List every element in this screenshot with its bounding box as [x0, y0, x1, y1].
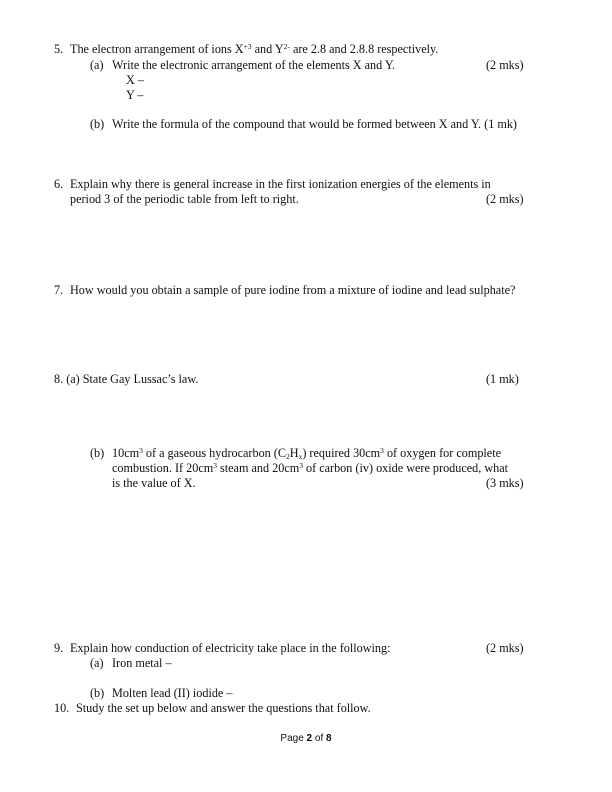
- q5a-text: Write the electronic arrangement of the elements X and Y.: [112, 58, 396, 72]
- q8b-cubed-3: 3: [213, 461, 217, 470]
- q8b-line-2: [112, 461, 508, 475]
- q9-number: 9.: [54, 641, 64, 655]
- q6-line-2: period 3 of the periodic table from left to right.: [70, 192, 299, 206]
- q5-stem: [70, 42, 438, 56]
- q6-marks: (2 mks): [486, 192, 524, 206]
- q8b-cubed-1: 3: [139, 446, 143, 455]
- q10-number: 10.: [54, 701, 70, 715]
- q8b-line-3: is the value of X.: [112, 476, 196, 490]
- q6-number: 6.: [54, 177, 64, 191]
- q9b-label: (b): [90, 686, 105, 700]
- footer-current-page: 2: [306, 733, 313, 744]
- q10-text: Study the set up below and answer the questions that follow.: [76, 701, 371, 715]
- page-footer: [0, 733, 612, 745]
- q7-number: 7.: [54, 283, 64, 297]
- q9b-text: Molten lead (II) iodide –: [112, 686, 233, 700]
- q8b-line-2-part-b: steam and 20cm: [216, 461, 300, 475]
- q8b-line-1-part-c: H: [289, 446, 299, 460]
- q9a-label: (a): [90, 656, 104, 670]
- q8b-cubed-2: 3: [380, 446, 384, 455]
- q5a-marks: (2 mks): [486, 58, 524, 72]
- q5-y-answer-line: Y –: [126, 88, 144, 102]
- footer-of-word: of: [314, 733, 324, 744]
- q5-stem-part-a: The electron arrangement of ions X: [70, 42, 244, 56]
- q8b-line-2-part-c: of carbon (iv) oxide were produced, what: [302, 461, 509, 475]
- footer-page-word: Page: [280, 733, 304, 744]
- q8a-text: 8. (a) State Gay Lussac’s law.: [54, 372, 199, 386]
- q8b-line-1-part-e: of oxygen for complete: [383, 446, 502, 460]
- q9-marks: (2 mks): [486, 641, 524, 655]
- q8b-label: (b): [90, 446, 105, 460]
- q5b-text: Write the formula of the compound that would be formed between X and Y. (1 mk): [112, 117, 517, 131]
- q8b-line-2-part-a: combustion. If 20cm: [112, 461, 214, 475]
- q8b-line-1-part-d: ) required 30cm: [302, 446, 381, 460]
- q9-stem: Explain how conduction of electricity take place in the following:: [70, 641, 391, 655]
- footer-total-pages: 8: [326, 733, 332, 744]
- q5b-label: (b): [90, 117, 105, 131]
- q9a-text: Iron metal –: [112, 656, 172, 670]
- q8b-cubed-4: 3: [299, 461, 303, 470]
- q8b-line-1-part-a: 10cm: [112, 446, 140, 460]
- q8b-carbon-subscript: 2: [286, 452, 290, 461]
- q8b-line-1-part-b: of a gaseous hydrocarbon (C: [142, 446, 286, 460]
- q5a-label: (a): [90, 58, 104, 72]
- q8b-line-1: [112, 446, 501, 460]
- q8b-hydrogen-subscript: x: [298, 452, 303, 461]
- q8a-marks: (1 mk): [486, 372, 519, 386]
- q5-stem-part-b: and Y: [251, 42, 284, 56]
- q5-x-answer-line: X –: [126, 73, 144, 87]
- q8b-marks: (3 mks): [486, 476, 524, 490]
- q5-number: 5.: [54, 42, 64, 56]
- q5-ion-x-charge: +3: [243, 42, 252, 51]
- q7-text: How would you obtain a sample of pure iodine from a mixture of iodine and lead sulphate?: [70, 283, 516, 297]
- q6-line-1: Explain why there is general increase in the first ionization energies of the elements in: [70, 177, 491, 191]
- q5-ion-y-charge: 2-: [283, 42, 290, 51]
- q5-stem-part-c: are 2.8 and 2.8.8 respectively.: [289, 42, 439, 56]
